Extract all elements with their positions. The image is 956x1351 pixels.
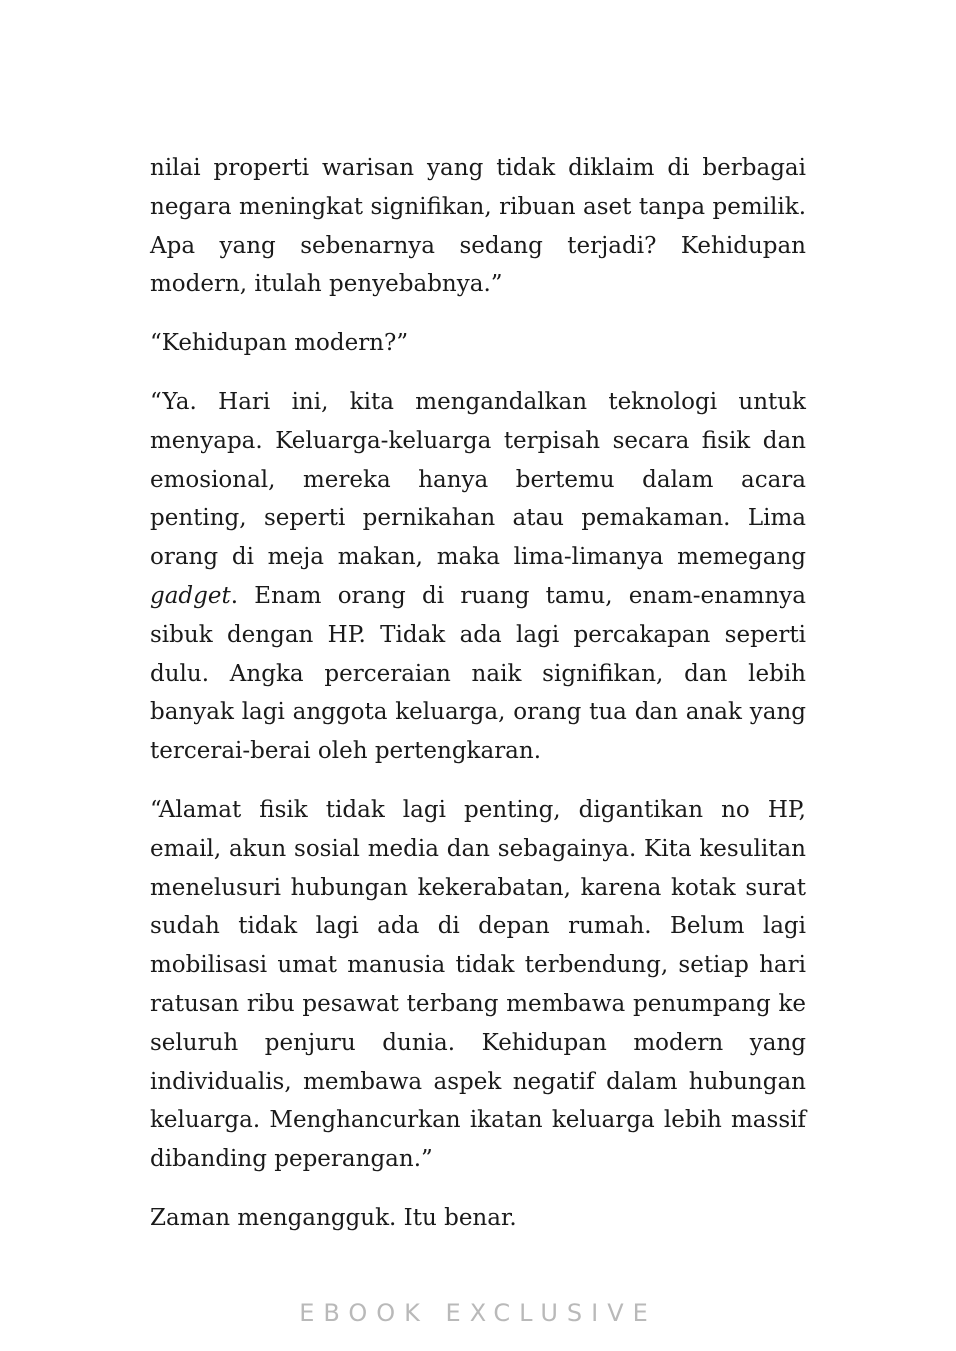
text-segment: “Kehidupan modern?” [150,330,409,357]
text-segment: . Enam orang di ruang tamu, enam-enamnya sibuk dengan HP. Tidak ada lagi percakapan seperti dulu. Angka perceraian naik signifikan, dan lebih banyak lagi anggota keluarga, orang tua dan anak yang tercerai-berai oleh pertengkaran. [150,582,806,765]
paragraph [150,149,806,304]
paragraph [150,1199,806,1238]
body-text [150,149,806,1258]
paragraph [150,324,806,363]
text-segment: “Alamat fisik tidak lagi penting, digantikan no HP, email, akun sosial media dan sebagainya. Kita kesulitan menelusuri hubungan kekerabatan, karena kotak surat sudah tidak lagi ada di depan rumah. Belum lagi mobilisasi umat manusia tidak terbendung, setiap hari ratusan ribu pesawat terbang membawa penumpang ke seluruh penjuru dunia. Kehidupan modern yang individualis, membawa aspek negatif dalam hubungan keluarga. Menghancurkan ikatan keluarga lebih massif dibanding peperangan.” [150,796,806,1173]
footer-watermark: EBOOK EXCLUSIVE [299,1299,657,1327]
paragraph [150,791,806,1179]
italic-term: gadget [150,582,231,609]
text-segment: “Ya. Hari ini, kita mengandalkan teknologi untuk menyapa. Keluarga-keluarga terpisah secara fisik dan emosional, mereka hanya bertemu dalam acara penting, seperti pernikahan atau pemakaman. Lima orang di meja makan, maka lima-limanya memegang [150,388,806,571]
paragraph [150,383,806,771]
text-segment: Zaman mengangguk. Itu benar. [150,1204,517,1231]
text-segment: nilai properti warisan yang tidak diklaim di berbagai negara meningkat signifikan, ribuan aset tanpa pemilik. Apa yang sebenarnya sedang terjadi? Kehidupan modern, itulah penyebabnya.” [150,155,806,298]
